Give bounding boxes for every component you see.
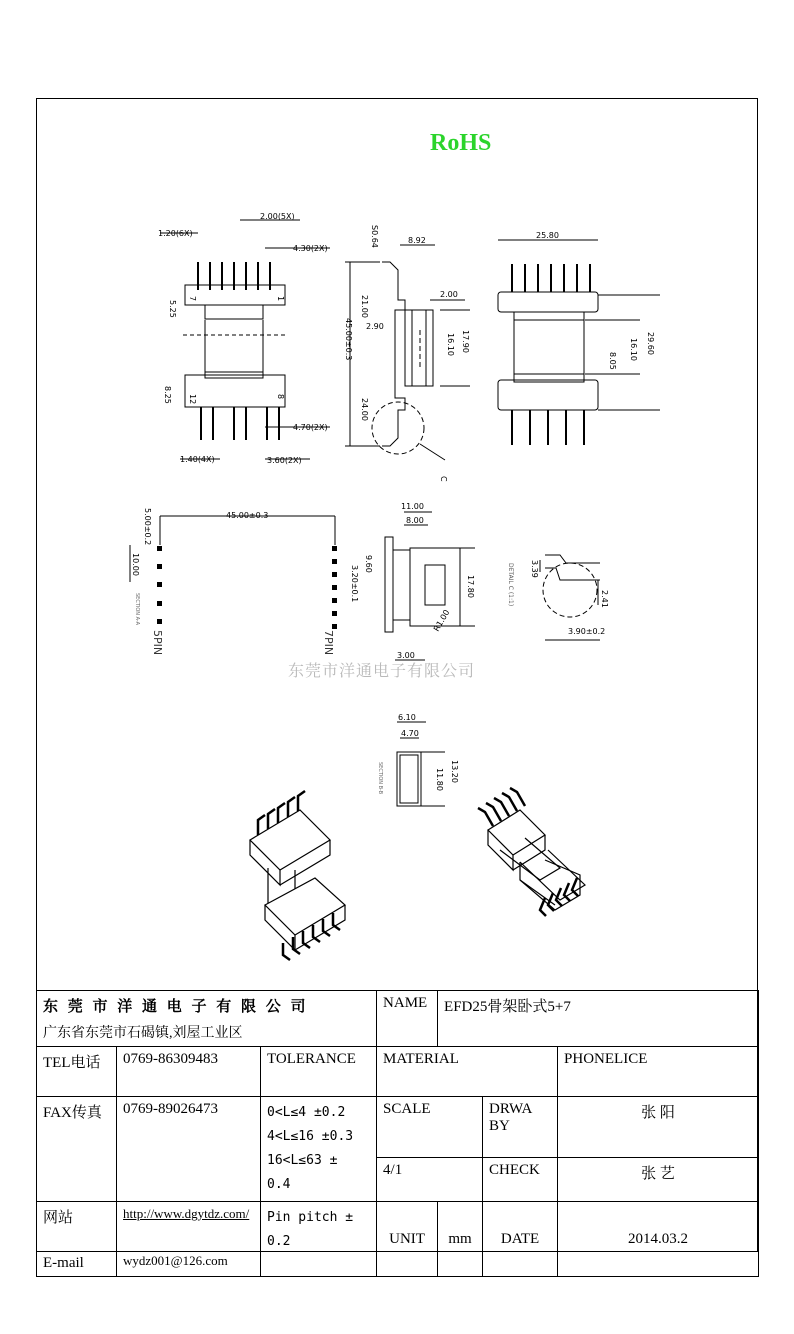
dim-241: 2.41 <box>600 590 609 608</box>
tel-label: TEL电话 <box>37 1047 117 1097</box>
tol-line: 0.4 <box>267 1177 291 1192</box>
scale-value: 4/1 <box>377 1158 483 1202</box>
dim-4500-vert: 45.00±0.3 <box>344 318 353 361</box>
tol-line: Pin pitch ± <box>267 1210 354 1225</box>
scale-label: SCALE <box>377 1097 483 1158</box>
tolerance-values <box>261 1097 377 1202</box>
company-address: 广东省东莞市石碣镇,刘屋工业区 <box>43 1026 243 1041</box>
dim-1100: 11.00 <box>401 502 424 511</box>
tol-line: 0.2 <box>267 1234 291 1249</box>
company-name: 东 莞 市 洋 通 电 子 有 限 公 司 <box>43 999 309 1015</box>
fax-label: FAX传真 <box>37 1097 117 1202</box>
dim-360: 3.60(2X) <box>267 456 302 465</box>
rohs-title: RoHS <box>430 130 492 156</box>
dim-140: 1.40(4X) <box>180 455 215 464</box>
tol-line: 4<L≤16 ±0.3 <box>267 1129 354 1144</box>
dim-470: 4.70(2X) <box>293 423 328 432</box>
dim-pitch: 2.00(5X) <box>260 212 295 221</box>
dim-s064: S0.64 <box>370 225 379 248</box>
dim-470b: 4.70 <box>401 729 419 738</box>
dim-2580: 25.80 <box>536 231 559 240</box>
section-a-label: SECTION A-A <box>134 593 140 626</box>
pin-count-5: 5PIN <box>151 630 164 656</box>
section-view <box>385 512 475 660</box>
dim-2400: 24.00 <box>360 398 369 421</box>
company-watermark: 东莞市洋通电子有限公司 <box>288 661 476 680</box>
pin-label-1: 1 <box>276 296 285 302</box>
dim-525: 5.25 <box>168 300 177 318</box>
dim-1320: 13.20 <box>450 760 459 783</box>
date-label: DATE <box>483 1202 558 1277</box>
name-label: NAME <box>377 991 438 1047</box>
dim-800: 8.00 <box>406 516 424 525</box>
dim-4500-horiz: 45.00±0.3 <box>226 511 269 520</box>
detail-c-label: DETAIL C (1:1) <box>507 563 514 607</box>
tol-line: 0<L≤4 ±0.2 <box>267 1105 346 1120</box>
company-cell <box>37 991 377 1047</box>
dim-610: 6.10 <box>398 713 416 722</box>
check-value: 张 艺 <box>558 1158 759 1202</box>
web-email-values <box>117 1202 261 1277</box>
detail-c-callout: C <box>439 476 448 482</box>
date-value: 2014.03.2 <box>558 1202 759 1277</box>
dim-320: 3.20±0.1 <box>350 565 359 603</box>
dim-1000: 10.00 <box>131 553 140 576</box>
unit-value: mm <box>438 1202 483 1277</box>
website-link[interactable]: http://www.dgytdz.com/ <box>123 1206 250 1221</box>
material-value: PHONELICE <box>558 1047 759 1097</box>
pin-layout <box>130 516 337 629</box>
dim-390: 3.90±0.2 <box>568 627 606 636</box>
dim-1780: 17.80 <box>466 575 475 598</box>
drwaby-label: DRWA BY <box>483 1097 558 1158</box>
dim-339: 3.39 <box>530 560 539 578</box>
dim-300: 3.00 <box>397 651 415 660</box>
isometric-bobbin-right <box>478 788 585 916</box>
dim-825: 8.25 <box>163 386 172 404</box>
dim-1610b: 16.10 <box>629 338 638 361</box>
dim-1180: 11.80 <box>435 768 444 791</box>
pin-label-7: 7 <box>188 296 197 302</box>
dim-r100: R1.00 <box>431 608 452 633</box>
pin-count-7: 7PIN <box>322 630 335 656</box>
dim-1610: 16.10 <box>446 333 455 356</box>
part-name: EFD25骨架卧式5+7 <box>438 991 759 1047</box>
dim-200: 2.00 <box>440 290 458 299</box>
tel-value: 0769-86309483 <box>117 1047 261 1097</box>
dim-2960: 29.60 <box>646 332 655 355</box>
web-label: 网站 <box>43 1210 74 1226</box>
section-b-label: SECTION B-B <box>377 762 383 795</box>
tol-line: 16<L≤63 ± <box>267 1153 338 1168</box>
email-value: wydz001@126.com <box>123 1253 228 1268</box>
drwaby-value: 张 阳 <box>558 1097 759 1158</box>
dim-805: 8.05 <box>608 352 617 370</box>
check-label: CHECK <box>483 1158 558 1202</box>
tolerance-label: TOLERANCE <box>261 1047 377 1097</box>
title-block <box>36 990 759 1277</box>
dim-2100: 21.00 <box>360 295 369 318</box>
fax-value: 0769-89026473 <box>117 1097 261 1202</box>
pin-label-8: 8 <box>276 394 285 400</box>
email-label: E-mail <box>43 1255 84 1271</box>
unit-label: UNIT <box>377 1202 438 1277</box>
dim-960: 9.60 <box>364 555 373 573</box>
pin-pitch-tolerance <box>261 1202 377 1277</box>
dim-pin-width: 1.20(6X) <box>158 229 193 238</box>
material-label: MATERIAL <box>377 1047 558 1097</box>
dim-500: 5.00±0.2 <box>143 508 152 546</box>
isometric-bobbin-left <box>250 791 345 960</box>
web-email-labels <box>37 1202 117 1277</box>
dim-892: 8.92 <box>408 236 426 245</box>
dim-1790: 17.90 <box>461 330 470 353</box>
pin-label-12: 12 <box>188 394 197 405</box>
dim-290: 2.90 <box>366 322 384 331</box>
dim-430: 4.30(2X) <box>293 244 328 253</box>
